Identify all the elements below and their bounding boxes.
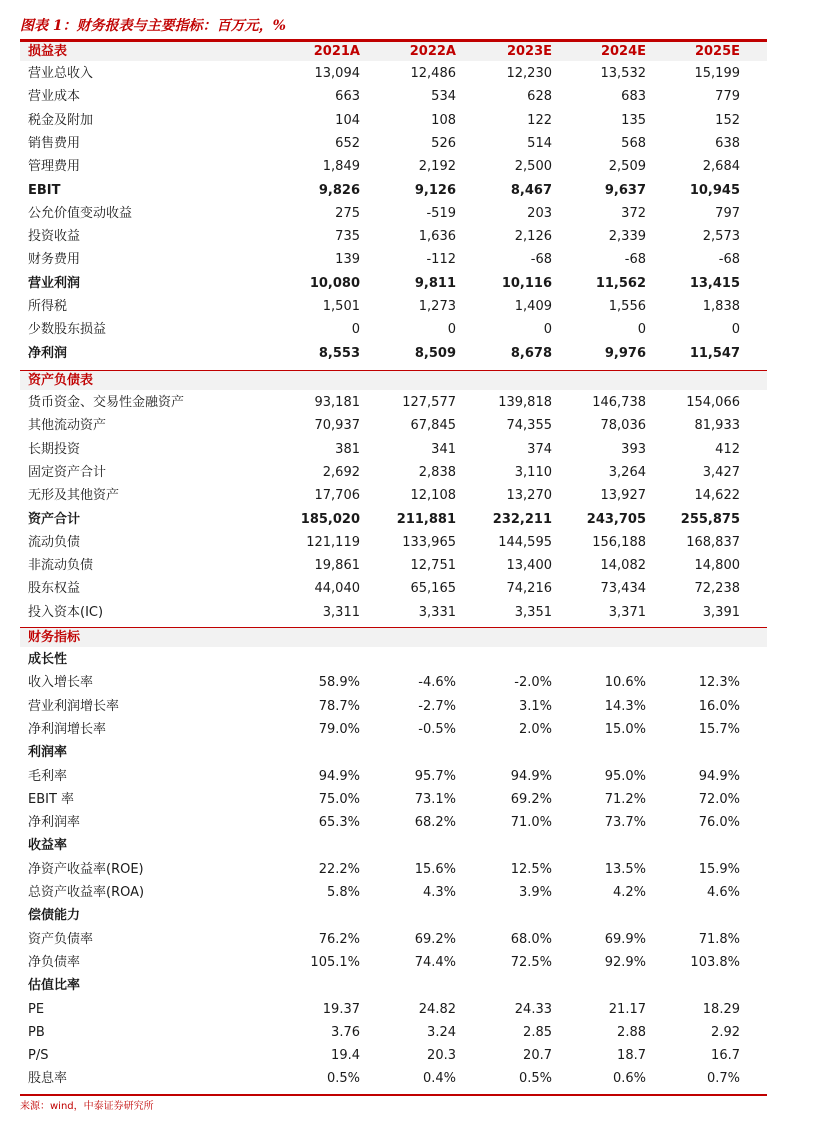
cell-value: -2.0% [514,675,552,691]
row-label: 流动负债 [28,534,81,550]
cell-value: 568 [621,135,646,151]
cell-value: -519 [426,205,456,221]
cell-value: 76.0% [698,815,740,831]
section-header [20,627,767,647]
row-label: 管理费用 [28,159,81,175]
cell-value: 19,861 [314,558,360,574]
cell-value: 0 [731,322,740,338]
cell-value: 0.7% [706,1071,740,1087]
cell-value: 74.4% [414,954,456,970]
table-row [20,601,767,624]
cell-value: 13.5% [604,861,646,877]
cell-value: 127,577 [402,395,456,410]
subsection-row [20,648,767,671]
row-label: 长期投资 [28,441,81,457]
cell-value: 68.2% [414,815,456,831]
cell-value: 2.85 [523,1024,552,1040]
table-row [20,998,767,1021]
cell-value: 168,837 [686,534,740,550]
cell-value: 12,751 [410,558,456,574]
cell-value: 14.3% [604,698,646,714]
cell-value: 243,705 [586,511,646,527]
cell-value: 105.1% [310,954,360,970]
cell-value: 8,509 [414,345,456,361]
row-label: 营业利润增长率 [28,698,120,714]
cell-value: 18.29 [702,1001,740,1017]
cell-value: 10,945 [689,182,740,198]
cell-value: 139 [335,252,360,268]
cell-value: 652 [335,135,360,151]
cell-value: 95.7% [414,768,456,784]
cell-value: 156,188 [592,534,646,550]
cell-value: 514 [527,135,552,151]
cell-value: 10,080 [309,275,360,291]
cell-value: 67,845 [410,418,456,434]
year-header: 2023E [506,44,552,59]
cell-value: 144,595 [498,534,552,550]
cell-value: 341 [431,441,456,457]
cell-value: 9,126 [414,182,456,198]
cell-value: 14,622 [694,488,740,504]
cell-value: 69.2% [414,931,456,947]
cell-value: 16.7 [711,1048,740,1064]
cell-value: 135 [621,112,646,128]
cell-value: 103.8% [690,954,740,970]
cell-value: 663 [335,89,360,105]
cell-value: 15,199 [694,66,740,81]
cell-value: 412 [715,441,740,457]
table-row [20,531,767,554]
cell-value: 1,501 [322,299,360,314]
cell-value: 3,331 [418,604,456,620]
row-label: 偿债能力 [28,908,81,924]
row-label: 净负债率 [28,954,81,970]
cell-value: 211,881 [396,511,456,527]
cell-value: 10,116 [501,275,552,291]
cell-value: 2,339 [608,229,646,245]
cell-value: 73.7% [604,815,646,831]
cell-value: 22.2% [318,861,360,877]
table-row [20,85,767,108]
table-row [20,1044,767,1067]
row-label: 营业利润 [28,275,81,291]
table-row [20,765,767,788]
cell-value: 73,434 [600,581,646,597]
row-label: 股东权益 [28,581,81,597]
cell-value: 71.0% [510,815,552,831]
row-label: 净资产收益率(ROE) [28,861,144,877]
row-label: EBIT [28,182,61,198]
section-title: 损益表 [28,44,68,59]
year-header: 2025E [694,44,740,59]
subsection-row [20,974,767,997]
cell-value: 381 [335,441,360,457]
cell-value: 72.0% [698,791,740,807]
cell-value: 185,020 [300,511,360,527]
year-header: 2024E [600,44,646,59]
cell-value: 11,547 [689,345,740,361]
row-label: 非流动负债 [28,558,94,574]
cell-value: 797 [715,205,740,221]
cell-value: 92.9% [604,954,646,970]
cell-value: 93,181 [314,395,360,410]
section-header [20,41,767,61]
cell-value: 2.92 [711,1024,740,1040]
cell-value: 78,036 [600,418,646,434]
row-label: 财务费用 [28,252,81,268]
table-row [20,554,767,577]
cell-value: 4.6% [706,885,740,900]
row-label: 总资产收益率(ROA) [28,885,145,900]
cell-value: 71.8% [698,931,740,947]
cell-value: 3,110 [514,464,552,480]
cell-value: 15.9% [698,861,740,877]
cell-value: 3.76 [331,1024,360,1040]
table-row [20,1067,767,1090]
cell-value: 12,108 [410,488,456,504]
cell-value: 0.4% [422,1071,456,1087]
cell-value: 19.4 [331,1048,360,1064]
row-label: 利润率 [28,745,68,761]
cell-value: 3,427 [702,464,740,480]
cell-value: 13,415 [689,275,740,291]
section-header [20,370,767,390]
cell-value: 65.3% [318,815,360,831]
cell-value: 2,573 [702,229,740,245]
cell-value: 9,811 [414,275,456,291]
cell-value: 12.3% [698,675,740,691]
cell-value: 79.0% [318,721,360,737]
table-row [20,248,767,271]
table-row [20,718,767,741]
cell-value: 232,211 [492,511,552,527]
cell-value: 0.5% [326,1071,360,1087]
cell-value: 1,556 [608,299,646,314]
table-row [20,225,767,248]
row-label: P/S [28,1048,49,1064]
row-label: 估值比率 [28,978,81,994]
cell-value: 14,800 [694,558,740,574]
year-header: 2021A [313,44,360,59]
cell-value: 15.0% [604,721,646,737]
cell-value: 78.7% [318,698,360,714]
table-row [20,109,767,132]
table-row [20,414,767,437]
cell-value: 628 [527,89,552,105]
cell-value: 1,838 [702,299,740,314]
bottom-rule [20,1094,767,1096]
cell-value: 4.3% [422,885,456,900]
cell-value: 1,273 [418,299,456,314]
cell-value: 14,082 [600,558,646,574]
row-label: 投入资本(IC) [28,604,104,620]
cell-value: 2,684 [702,159,740,175]
cell-value: 638 [715,135,740,151]
cell-value: 75.0% [318,791,360,807]
cell-value: 12.5% [510,861,552,877]
row-label: 营业成本 [28,89,81,105]
cell-value: 255,875 [680,511,740,527]
table-row [20,155,767,178]
cell-value: 13,927 [600,488,646,504]
cell-value: 12,486 [410,66,456,81]
section-title: 资产负债表 [28,373,94,388]
cell-value: 13,270 [506,488,552,504]
cell-value: 154,066 [686,395,740,410]
cell-value: 2,838 [418,464,456,480]
cell-value: 13,532 [600,66,646,81]
cell-value: 372 [621,205,646,221]
cell-value: 94.9% [698,768,740,784]
cell-value: -4.6% [418,675,456,691]
table-row [20,132,767,155]
row-label: 税金及附加 [28,112,94,128]
row-label: 其他流动资产 [28,418,107,434]
cell-value: -0.5% [418,721,456,737]
cell-value: 71.2% [604,791,646,807]
cell-value: 104 [335,112,360,128]
table-row [20,484,767,507]
cell-value: 526 [431,135,456,151]
row-label: PB [28,1024,45,1040]
cell-value: 5.8% [326,885,360,900]
subsection-row [20,741,767,764]
subsection-row [20,834,767,857]
cell-value: 65,165 [410,581,456,597]
cell-value: 1,849 [322,159,360,175]
row-label: 货币资金、交易性金融资产 [28,395,185,410]
table-row [20,391,767,414]
cell-value: 8,467 [510,182,552,198]
cell-value: 10.6% [604,675,646,691]
cell-value: 19.37 [322,1001,360,1017]
table-row [20,438,767,461]
cell-value: 17,706 [314,488,360,504]
cell-value: 735 [335,229,360,245]
cell-value: -68 [624,252,646,268]
cell-value: 74,216 [506,581,552,597]
row-label: 资产负债率 [28,931,94,947]
figure-title: 图表 1：财务报表与主要指标：百万元，% [20,18,286,34]
cell-value: 9,826 [318,182,360,198]
cell-value: 203 [527,205,552,221]
cell-value: 779 [715,89,740,105]
cell-value: 2,509 [608,159,646,175]
row-label: 固定资产合计 [28,464,107,480]
cell-value: 0.6% [612,1071,646,1087]
cell-value: 3.9% [518,885,552,900]
cell-value: 0 [351,322,360,338]
cell-value: 95.0% [604,768,646,784]
cell-value: 13,094 [314,66,360,81]
row-label: 净利润 [28,345,68,361]
cell-value: 374 [527,441,552,457]
row-label: 毛利率 [28,768,68,784]
cell-value: 11,562 [595,275,646,291]
cell-value: -68 [718,252,740,268]
cell-value: 2,500 [514,159,552,175]
table-row [20,295,767,318]
cell-value: 13,400 [506,558,552,574]
cell-value: 69.9% [604,931,646,947]
cell-value: 683 [621,89,646,105]
year-header: 2022A [409,44,456,59]
table-row [20,508,767,531]
cell-value: 0 [543,322,552,338]
table-row [20,671,767,694]
row-label: 收益率 [28,838,68,854]
row-label: 收入增长率 [28,675,94,691]
cell-value: 1,636 [418,229,456,245]
table-row [20,788,767,811]
cell-value: 121,119 [306,534,360,550]
cell-value: 2.88 [617,1024,646,1040]
cell-value: 69.2% [510,791,552,807]
table-row [20,62,767,85]
cell-value: 3.1% [518,698,552,714]
table-row [20,951,767,974]
row-label: 营业总收入 [28,66,94,81]
row-label: 净利润增长率 [28,721,107,737]
cell-value: 72,238 [694,581,740,597]
cell-value: -2.7% [418,698,456,714]
table-row [20,881,767,904]
row-label: PE [28,1001,45,1017]
cell-value: 2,126 [514,229,552,245]
cell-value: 70,937 [314,418,360,434]
cell-value: 24.33 [514,1001,552,1017]
cell-value: 108 [431,112,456,128]
row-label: 股息率 [28,1071,68,1087]
row-label: 少数股东损益 [28,322,107,338]
row-label: 净利润率 [28,815,81,831]
cell-value: 18.7 [617,1048,646,1064]
cell-value: 4.2% [612,885,646,900]
cell-value: 2,692 [322,464,360,480]
table-row [20,461,767,484]
row-label: 销售费用 [28,135,81,151]
cell-value: 94.9% [318,768,360,784]
cell-value: 16.0% [698,698,740,714]
cell-value: 146,738 [592,395,646,410]
table-row [20,272,767,295]
cell-value: 81,933 [694,418,740,434]
cell-value: 68.0% [510,931,552,947]
table-row [20,318,767,341]
cell-value: 0.5% [518,1071,552,1087]
cell-value: 72.5% [510,954,552,970]
cell-value: 8,678 [510,345,552,361]
table-row [20,577,767,600]
cell-value: 3,391 [702,604,740,620]
cell-value: 3,351 [514,604,552,620]
cell-value: 0 [447,322,456,338]
table-row [20,179,767,202]
cell-value: 2.0% [518,721,552,737]
table-row [20,342,767,365]
cell-value: 9,637 [604,182,646,198]
cell-value: 44,040 [314,581,360,597]
row-label: 成长性 [28,652,68,667]
cell-value: 393 [621,441,646,457]
cell-value: 58.9% [318,675,360,691]
cell-value: 3,264 [608,464,646,480]
row-label: 无形及其他资产 [28,488,120,504]
row-label: 所得税 [28,299,68,314]
cell-value: 3,311 [322,604,360,620]
cell-value: 133,965 [402,534,456,550]
cell-value: 1,409 [514,299,552,314]
cell-value: 20.7 [523,1048,552,1064]
row-label: 公允价值变动收益 [28,205,133,221]
cell-value: 122 [527,112,552,128]
cell-value: 73.1% [414,791,456,807]
row-label: 投资收益 [28,229,81,245]
row-label: 资产合计 [28,511,81,527]
table-row [20,928,767,951]
table-row [20,858,767,881]
cell-value: 12,230 [506,66,552,81]
cell-value: 152 [715,112,740,128]
table-row [20,811,767,834]
cell-value: 9,976 [604,345,646,361]
cell-value: -112 [426,252,456,268]
cell-value: 21.17 [608,1001,646,1017]
cell-value: 275 [335,205,360,221]
cell-value: 94.9% [510,768,552,784]
table-row [20,1021,767,1044]
table-row [20,202,767,225]
cell-value: -68 [530,252,552,268]
cell-value: 534 [431,89,456,105]
cell-value: 74,355 [506,418,552,434]
cell-value: 20.3 [427,1048,456,1064]
cell-value: 76.2% [318,931,360,947]
cell-value: 0 [637,322,646,338]
table-row [20,695,767,718]
cell-value: 8,553 [318,345,360,361]
cell-value: 15.7% [698,721,740,737]
section-title: 财务指标 [28,630,81,645]
row-label: EBIT 率 [28,791,75,807]
cell-value: 139,818 [498,395,552,410]
cell-value: 15.6% [414,861,456,877]
cell-value: 24.82 [418,1001,456,1017]
subsection-row [20,904,767,927]
cell-value: 2,192 [418,159,456,175]
cell-value: 3,371 [608,604,646,620]
cell-value: 3.24 [427,1024,456,1040]
source-note: 来源：wind，中泰证券研究所 [20,1101,154,1112]
